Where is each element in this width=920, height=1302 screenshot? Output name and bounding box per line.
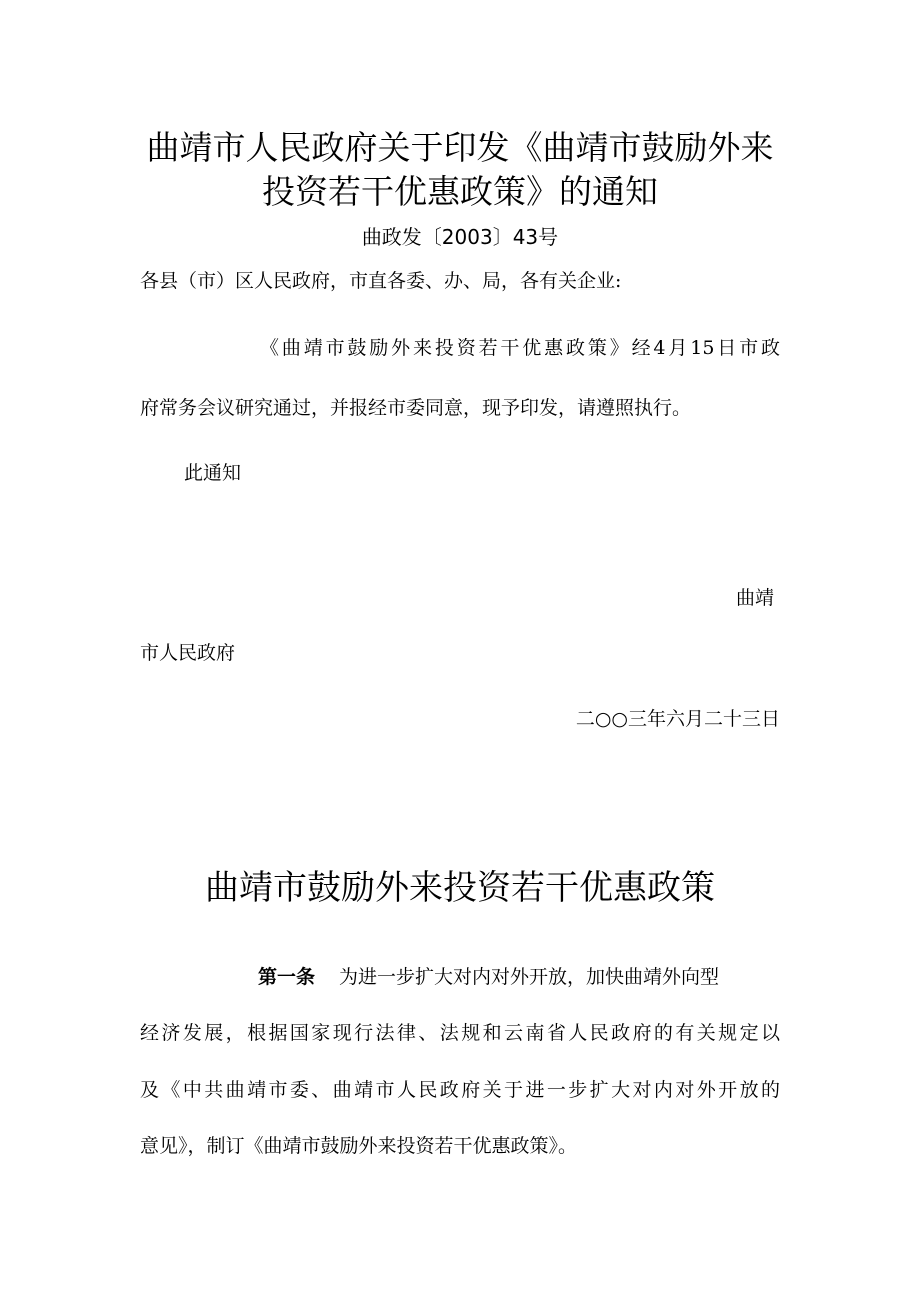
notice-body-line-2: 府常务会议研究通过，并报经市委同意，现予印发，请遵照执行。: [140, 397, 692, 419]
article-1-first-line: [258, 964, 780, 990]
notice-date: 二○○三年六月二十三日: [575, 708, 780, 730]
notice-body-line-1: 《曲靖市鼓励外来投资若干优惠政策》经4月15日市政: [260, 337, 780, 359]
notice-title-line-2: 投资若干优惠政策》的通知: [262, 172, 658, 211]
article-1-line-4: 意见》，制订《曲靖市鼓励外来投资若干优惠政策》。: [140, 1135, 578, 1157]
article-1-line-2: 经济发展，根据国家现行法律、法规和云南省人民政府的有关规定以: [140, 1022, 780, 1044]
notice-title-line-1: 曲靖市人民政府关于印发《曲靖市鼓励外来: [146, 128, 774, 167]
signature-part-2: 市人民政府: [140, 642, 236, 664]
addressee: 各县（市）区人民政府，市直各委、办、局，各有关企业:: [140, 270, 622, 292]
article-1-line-3: 及《中共曲靖市委、曲靖市人民政府关于进一步扩大对内对外开放的: [140, 1079, 780, 1101]
signature-part-1: 曲靖: [736, 587, 775, 609]
policy-title: 曲靖市鼓励外来投资若干优惠政策: [205, 868, 715, 908]
article-1-line-1: 为进一步扩大对内对外开放，加快曲靖外向型: [339, 966, 720, 988]
document-number: 曲政发〔2003〕43号: [361, 225, 559, 249]
closing-text: 此通知: [184, 462, 242, 484]
article-1-label: 第一条: [258, 966, 316, 988]
